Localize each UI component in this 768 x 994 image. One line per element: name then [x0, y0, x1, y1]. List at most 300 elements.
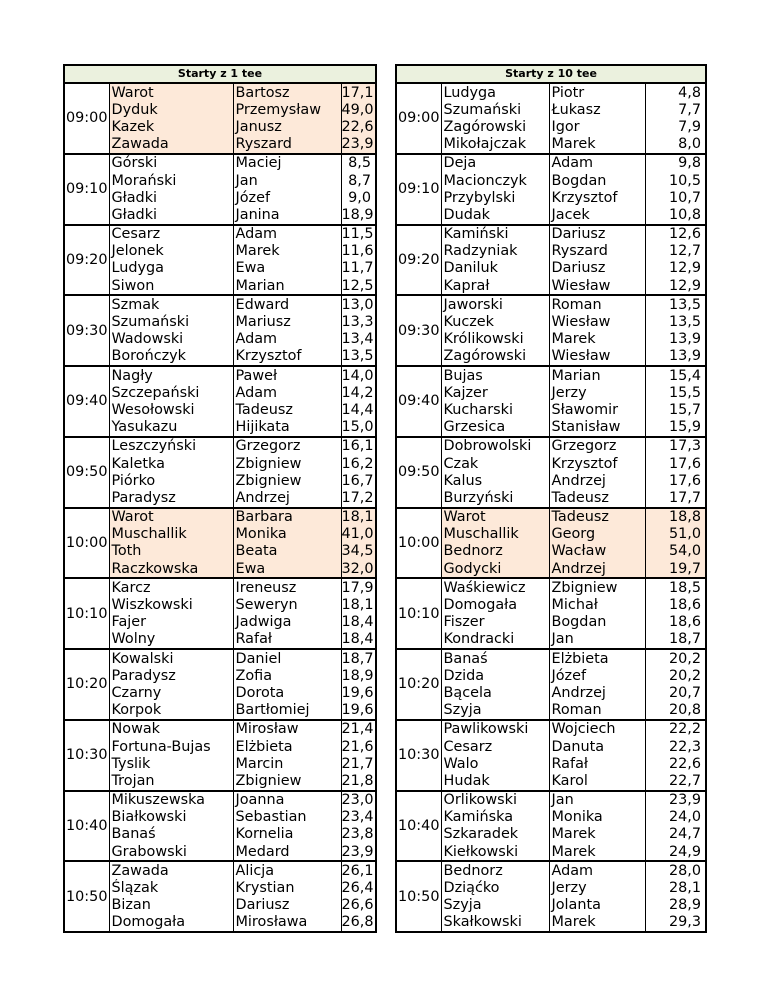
player-row — [64, 189, 376, 206]
player-handicap: 34,5 — [341, 543, 376, 560]
player-surname: Szczepański — [109, 384, 233, 401]
player-handicap: 14,2 — [341, 384, 376, 401]
player-handicap: 16,1 — [341, 437, 376, 455]
player-firstname: Sławomir — [549, 401, 645, 418]
player-row — [396, 861, 706, 879]
player-row — [64, 560, 376, 578]
player-surname: Kaletka — [109, 455, 233, 472]
player-firstname: Dariusz — [549, 225, 645, 243]
player-surname: Zagórowski — [441, 348, 549, 366]
player-surname: Borończyk — [109, 348, 233, 366]
player-firstname: Dariusz — [549, 260, 645, 277]
player-firstname: Ryszard — [549, 243, 645, 260]
player-row — [396, 437, 706, 455]
player-surname: Domogała — [441, 596, 549, 613]
player-firstname: Janina — [233, 206, 341, 224]
player-firstname: Jan — [549, 631, 645, 649]
player-firstname: Marcin — [233, 755, 341, 772]
player-surname: Pawlikowski — [441, 720, 549, 738]
player-firstname: Marek — [549, 136, 645, 154]
player-row — [64, 649, 376, 667]
player-row — [64, 118, 376, 135]
player-firstname: Krzysztof — [549, 189, 645, 206]
player-surname: Mikołajczak — [441, 136, 549, 154]
player-handicap: 20,2 — [645, 667, 706, 684]
player-surname: Daniluk — [441, 260, 549, 277]
player-firstname: Józef — [549, 667, 645, 684]
player-firstname: Paweł — [233, 366, 341, 384]
player-row — [396, 118, 706, 135]
tee-time: 10:50 — [64, 861, 109, 932]
player-handicap: 12,6 — [645, 225, 706, 243]
player-surname: Kajzer — [441, 384, 549, 401]
player-surname: Bącela — [441, 684, 549, 701]
player-surname: Jaworski — [441, 295, 549, 313]
player-firstname: Mirosław — [233, 720, 341, 738]
player-handicap: 17,7 — [645, 489, 706, 507]
player-handicap: 7,7 — [645, 101, 706, 118]
player-firstname: Alicja — [233, 861, 341, 879]
player-surname: Siwon — [109, 277, 233, 295]
player-surname: Szkaradek — [441, 826, 549, 843]
player-firstname: Marek — [233, 243, 341, 260]
player-surname: Skałkowski — [441, 914, 549, 932]
player-firstname: Marek — [549, 843, 645, 861]
player-surname: Yasukazu — [109, 419, 233, 437]
player-firstname: Marek — [549, 826, 645, 843]
player-row — [64, 596, 376, 613]
player-row — [396, 596, 706, 613]
player-handicap: 54,0 — [645, 543, 706, 560]
player-row — [396, 225, 706, 243]
player-handicap: 23,9 — [341, 843, 376, 861]
player-surname: Wolny — [109, 631, 233, 649]
player-firstname: Bogdan — [549, 614, 645, 631]
player-firstname: Ewa — [233, 260, 341, 277]
player-row — [396, 914, 706, 932]
player-firstname: Bartosz — [233, 83, 341, 101]
player-handicap: 28,1 — [645, 879, 706, 896]
player-row — [64, 172, 376, 189]
player-surname: Banaś — [109, 826, 233, 843]
tee-time: 10:40 — [396, 791, 441, 862]
player-surname: Szyja — [441, 702, 549, 720]
player-handicap: 13,4 — [341, 331, 376, 348]
player-row — [64, 225, 376, 243]
tee-time: 09:30 — [64, 295, 109, 366]
tee-time: 09:20 — [64, 225, 109, 296]
player-surname: Ludyga — [109, 260, 233, 277]
player-handicap: 24,9 — [645, 843, 706, 861]
player-handicap: 23,8 — [341, 826, 376, 843]
player-row — [64, 313, 376, 330]
player-handicap: 15,9 — [645, 419, 706, 437]
player-firstname: Wacław — [549, 543, 645, 560]
player-row — [64, 809, 376, 826]
player-row — [64, 791, 376, 809]
player-row — [64, 684, 376, 701]
player-surname: Białkowski — [109, 809, 233, 826]
player-handicap: 13,9 — [645, 331, 706, 348]
tee-time: 09:10 — [396, 154, 441, 225]
player-handicap: 26,1 — [341, 861, 376, 879]
player-handicap: 18,4 — [341, 631, 376, 649]
player-handicap: 18,4 — [341, 614, 376, 631]
player-row — [396, 631, 706, 649]
player-surname: Jelonek — [109, 243, 233, 260]
player-row — [64, 348, 376, 366]
player-handicap: 12,7 — [645, 243, 706, 260]
player-row — [64, 897, 376, 914]
player-handicap: 15,4 — [645, 366, 706, 384]
player-handicap: 49,0 — [341, 101, 376, 118]
player-surname: Cesarz — [109, 225, 233, 243]
player-row — [64, 243, 376, 260]
player-surname: Zagórowski — [441, 118, 549, 135]
player-row — [64, 879, 376, 896]
player-row — [396, 738, 706, 755]
player-firstname: Sebastian — [233, 809, 341, 826]
player-surname: Bizan — [109, 897, 233, 914]
player-surname: Kuczek — [441, 313, 549, 330]
player-handicap: 18,6 — [645, 596, 706, 613]
player-surname: Muschallik — [441, 526, 549, 543]
tee-time: 09:50 — [396, 437, 441, 508]
player-row — [64, 826, 376, 843]
player-surname: Dzida — [441, 667, 549, 684]
player-firstname: Zbigniew — [233, 472, 341, 489]
player-firstname: Jan — [549, 791, 645, 809]
player-firstname: Hijikata — [233, 419, 341, 437]
player-surname: Wesołowski — [109, 401, 233, 418]
player-firstname: Edward — [233, 295, 341, 313]
player-handicap: 28,9 — [645, 897, 706, 914]
player-surname: Tyslik — [109, 755, 233, 772]
player-handicap: 23,4 — [341, 809, 376, 826]
player-firstname: Mariusz — [233, 313, 341, 330]
tee-time: 10:00 — [64, 508, 109, 579]
player-row — [396, 401, 706, 418]
player-handicap: 11,7 — [341, 260, 376, 277]
player-row — [64, 206, 376, 224]
player-firstname: Łukasz — [549, 101, 645, 118]
player-firstname: Monika — [549, 809, 645, 826]
player-handicap: 23,0 — [341, 791, 376, 809]
player-firstname: Marian — [549, 366, 645, 384]
player-surname: Kazek — [109, 118, 233, 135]
player-surname: Królikowski — [441, 331, 549, 348]
player-surname: Mikuszewska — [109, 791, 233, 809]
player-surname: Zawada — [109, 136, 233, 154]
player-row — [396, 277, 706, 295]
player-handicap: 8,7 — [341, 172, 376, 189]
player-surname: Przybylski — [441, 189, 549, 206]
player-firstname: Wiesław — [549, 348, 645, 366]
player-handicap: 16,7 — [341, 472, 376, 489]
player-surname: Grzesica — [441, 419, 549, 437]
player-handicap: 22,2 — [645, 720, 706, 738]
player-handicap: 10,8 — [645, 206, 706, 224]
player-row — [396, 667, 706, 684]
player-firstname: Marek — [549, 914, 645, 932]
player-surname: Warot — [441, 508, 549, 526]
player-surname: Raczkowska — [109, 560, 233, 578]
player-handicap: 12,9 — [645, 277, 706, 295]
player-surname: Trojan — [109, 772, 233, 790]
player-row — [64, 419, 376, 437]
player-firstname: Bartłomiej — [233, 702, 341, 720]
player-handicap: 18,8 — [645, 508, 706, 526]
player-handicap: 21,8 — [341, 772, 376, 790]
player-firstname: Zofia — [233, 667, 341, 684]
player-surname: Kaprał — [441, 277, 549, 295]
tee-time: 10:10 — [64, 578, 109, 649]
player-surname: Szmak — [109, 295, 233, 313]
player-handicap: 18,6 — [645, 614, 706, 631]
player-surname: Szumański — [441, 101, 549, 118]
player-firstname: Wiesław — [549, 277, 645, 295]
player-handicap: 26,8 — [341, 914, 376, 932]
player-row — [64, 489, 376, 507]
player-surname: Cesarz — [441, 738, 549, 755]
player-handicap: 12,5 — [341, 277, 376, 295]
player-firstname: Jadwiga — [233, 614, 341, 631]
player-handicap: 20,7 — [645, 684, 706, 701]
player-handicap: 23,9 — [645, 791, 706, 809]
player-row — [64, 295, 376, 313]
player-handicap: 18,9 — [341, 206, 376, 224]
player-handicap: 19,6 — [341, 702, 376, 720]
player-firstname: Tadeusz — [549, 489, 645, 507]
player-row — [64, 508, 376, 526]
player-row — [64, 755, 376, 772]
player-surname: Kamiński — [441, 225, 549, 243]
player-firstname: Mirosława — [233, 914, 341, 932]
tee-time: 10:50 — [396, 861, 441, 932]
player-row — [396, 489, 706, 507]
player-surname: Piórko — [109, 472, 233, 489]
player-handicap: 23,9 — [341, 136, 376, 154]
player-surname: Gładki — [109, 206, 233, 224]
player-firstname: Danuta — [549, 738, 645, 755]
player-handicap: 18,7 — [341, 649, 376, 667]
tee-time: 09:10 — [64, 154, 109, 225]
player-surname: Orlikowski — [441, 791, 549, 809]
player-surname: Karcz — [109, 578, 233, 596]
player-firstname: Dorota — [233, 684, 341, 701]
player-row — [396, 649, 706, 667]
player-row — [396, 455, 706, 472]
player-firstname: Adam — [549, 154, 645, 172]
player-surname: Hudak — [441, 772, 549, 790]
player-handicap: 24,0 — [645, 809, 706, 826]
player-surname: Morański — [109, 172, 233, 189]
player-surname: Leszczyński — [109, 437, 233, 455]
player-handicap: 7,9 — [645, 118, 706, 135]
player-surname: Dudak — [441, 206, 549, 224]
player-handicap: 13,5 — [341, 348, 376, 366]
tee-time: 10:00 — [396, 508, 441, 579]
player-surname: Warot — [109, 83, 233, 101]
player-handicap: 14,4 — [341, 401, 376, 418]
player-handicap: 13,5 — [645, 295, 706, 313]
player-firstname: Piotr — [549, 83, 645, 101]
player-firstname: Roman — [549, 295, 645, 313]
player-handicap: 14,0 — [341, 366, 376, 384]
player-handicap: 17,2 — [341, 489, 376, 507]
tee-time: 09:40 — [396, 366, 441, 437]
player-row — [64, 401, 376, 418]
player-row — [64, 526, 376, 543]
player-row — [396, 101, 706, 118]
player-handicap: 15,5 — [645, 384, 706, 401]
player-handicap: 26,4 — [341, 879, 376, 896]
player-firstname: Stanisław — [549, 419, 645, 437]
player-row — [396, 189, 706, 206]
player-handicap: 9,0 — [341, 189, 376, 206]
player-firstname: Zbigniew — [233, 772, 341, 790]
player-row — [396, 543, 706, 560]
player-surname: Nagły — [109, 366, 233, 384]
player-row — [64, 154, 376, 172]
player-firstname: Ewa — [233, 560, 341, 578]
player-row — [64, 543, 376, 560]
player-surname: Kiełkowski — [441, 843, 549, 861]
tee-time: 09:40 — [64, 366, 109, 437]
player-row — [396, 826, 706, 843]
player-handicap: 12,9 — [645, 260, 706, 277]
player-surname: Walo — [441, 755, 549, 772]
player-firstname: Daniel — [233, 649, 341, 667]
player-firstname: Grzegorz — [549, 437, 645, 455]
player-row — [396, 172, 706, 189]
player-firstname: Tadeusz — [233, 401, 341, 418]
player-row — [396, 897, 706, 914]
player-firstname: Maciej — [233, 154, 341, 172]
player-row — [396, 295, 706, 313]
player-surname: Banaś — [441, 649, 549, 667]
player-handicap: 26,6 — [341, 897, 376, 914]
player-row — [396, 791, 706, 809]
player-row — [396, 772, 706, 790]
player-firstname: Zbigniew — [233, 455, 341, 472]
player-row — [396, 578, 706, 596]
player-firstname: Krzysztof — [549, 455, 645, 472]
player-handicap: 24,7 — [645, 826, 706, 843]
player-surname: Grabowski — [109, 843, 233, 861]
tee-time: 10:10 — [396, 578, 441, 649]
player-handicap: 16,2 — [341, 455, 376, 472]
player-firstname: Zbigniew — [549, 578, 645, 596]
player-surname: Bednorz — [441, 861, 549, 879]
player-firstname: Jacek — [549, 206, 645, 224]
player-handicap: 22,3 — [645, 738, 706, 755]
player-row — [396, 419, 706, 437]
player-firstname: Marian — [233, 277, 341, 295]
player-firstname: Elżbieta — [549, 649, 645, 667]
player-row — [64, 260, 376, 277]
player-firstname: Roman — [549, 702, 645, 720]
player-surname: Kowalski — [109, 649, 233, 667]
player-firstname: Georg — [549, 526, 645, 543]
player-firstname: Adam — [233, 384, 341, 401]
player-row — [64, 366, 376, 384]
player-firstname: Adam — [233, 331, 341, 348]
player-firstname: Beata — [233, 543, 341, 560]
player-row — [64, 702, 376, 720]
player-handicap: 18,9 — [341, 667, 376, 684]
player-surname: Dziąćko — [441, 879, 549, 896]
player-handicap: 18,5 — [645, 578, 706, 596]
player-handicap: 18,7 — [645, 631, 706, 649]
player-row — [396, 366, 706, 384]
tee-10-table — [395, 64, 707, 933]
player-row — [64, 578, 376, 596]
player-firstname: Bogdan — [549, 172, 645, 189]
player-row — [64, 843, 376, 861]
player-handicap: 17,3 — [645, 437, 706, 455]
player-firstname: Seweryn — [233, 596, 341, 613]
player-handicap: 19,7 — [645, 560, 706, 578]
player-row — [396, 702, 706, 720]
tee-time: 09:00 — [396, 83, 441, 154]
player-handicap: 20,2 — [645, 649, 706, 667]
player-row — [396, 313, 706, 330]
player-row — [64, 914, 376, 932]
player-firstname: Ireneusz — [233, 578, 341, 596]
player-firstname: Medard — [233, 843, 341, 861]
player-row — [396, 614, 706, 631]
player-surname: Muschallik — [109, 526, 233, 543]
player-handicap: 21,6 — [341, 738, 376, 755]
player-handicap: 22,6 — [645, 755, 706, 772]
player-firstname: Krzysztof — [233, 348, 341, 366]
player-firstname: Barbara — [233, 508, 341, 526]
player-firstname: Ryszard — [233, 136, 341, 154]
tee-1-table — [63, 64, 377, 933]
player-surname: Paradysz — [109, 489, 233, 507]
tee-time: 09:20 — [396, 225, 441, 296]
player-row — [64, 331, 376, 348]
player-row — [64, 614, 376, 631]
player-firstname: Adam — [549, 861, 645, 879]
player-handicap: 13,9 — [645, 348, 706, 366]
player-handicap: 11,6 — [341, 243, 376, 260]
player-surname: Gładki — [109, 189, 233, 206]
player-surname: Zawada — [109, 861, 233, 879]
player-firstname: Jerzy — [549, 384, 645, 401]
player-handicap: 29,3 — [645, 914, 706, 932]
tee-time: 10:30 — [396, 720, 441, 791]
tee-time: 10:20 — [64, 649, 109, 720]
player-firstname: Józef — [233, 189, 341, 206]
player-handicap: 21,4 — [341, 720, 376, 738]
player-handicap: 10,7 — [645, 189, 706, 206]
player-row — [64, 738, 376, 755]
player-firstname: Tadeusz — [549, 508, 645, 526]
player-row — [396, 720, 706, 738]
player-surname: Fortuna-Bujas — [109, 738, 233, 755]
player-handicap: 32,0 — [341, 560, 376, 578]
player-surname: Dobrowolski — [441, 437, 549, 455]
player-row — [64, 720, 376, 738]
player-row — [64, 455, 376, 472]
player-handicap: 9,8 — [645, 154, 706, 172]
player-surname: Toth — [109, 543, 233, 560]
player-row — [64, 83, 376, 101]
player-surname: Kucharski — [441, 401, 549, 418]
player-surname: Paradysz — [109, 667, 233, 684]
